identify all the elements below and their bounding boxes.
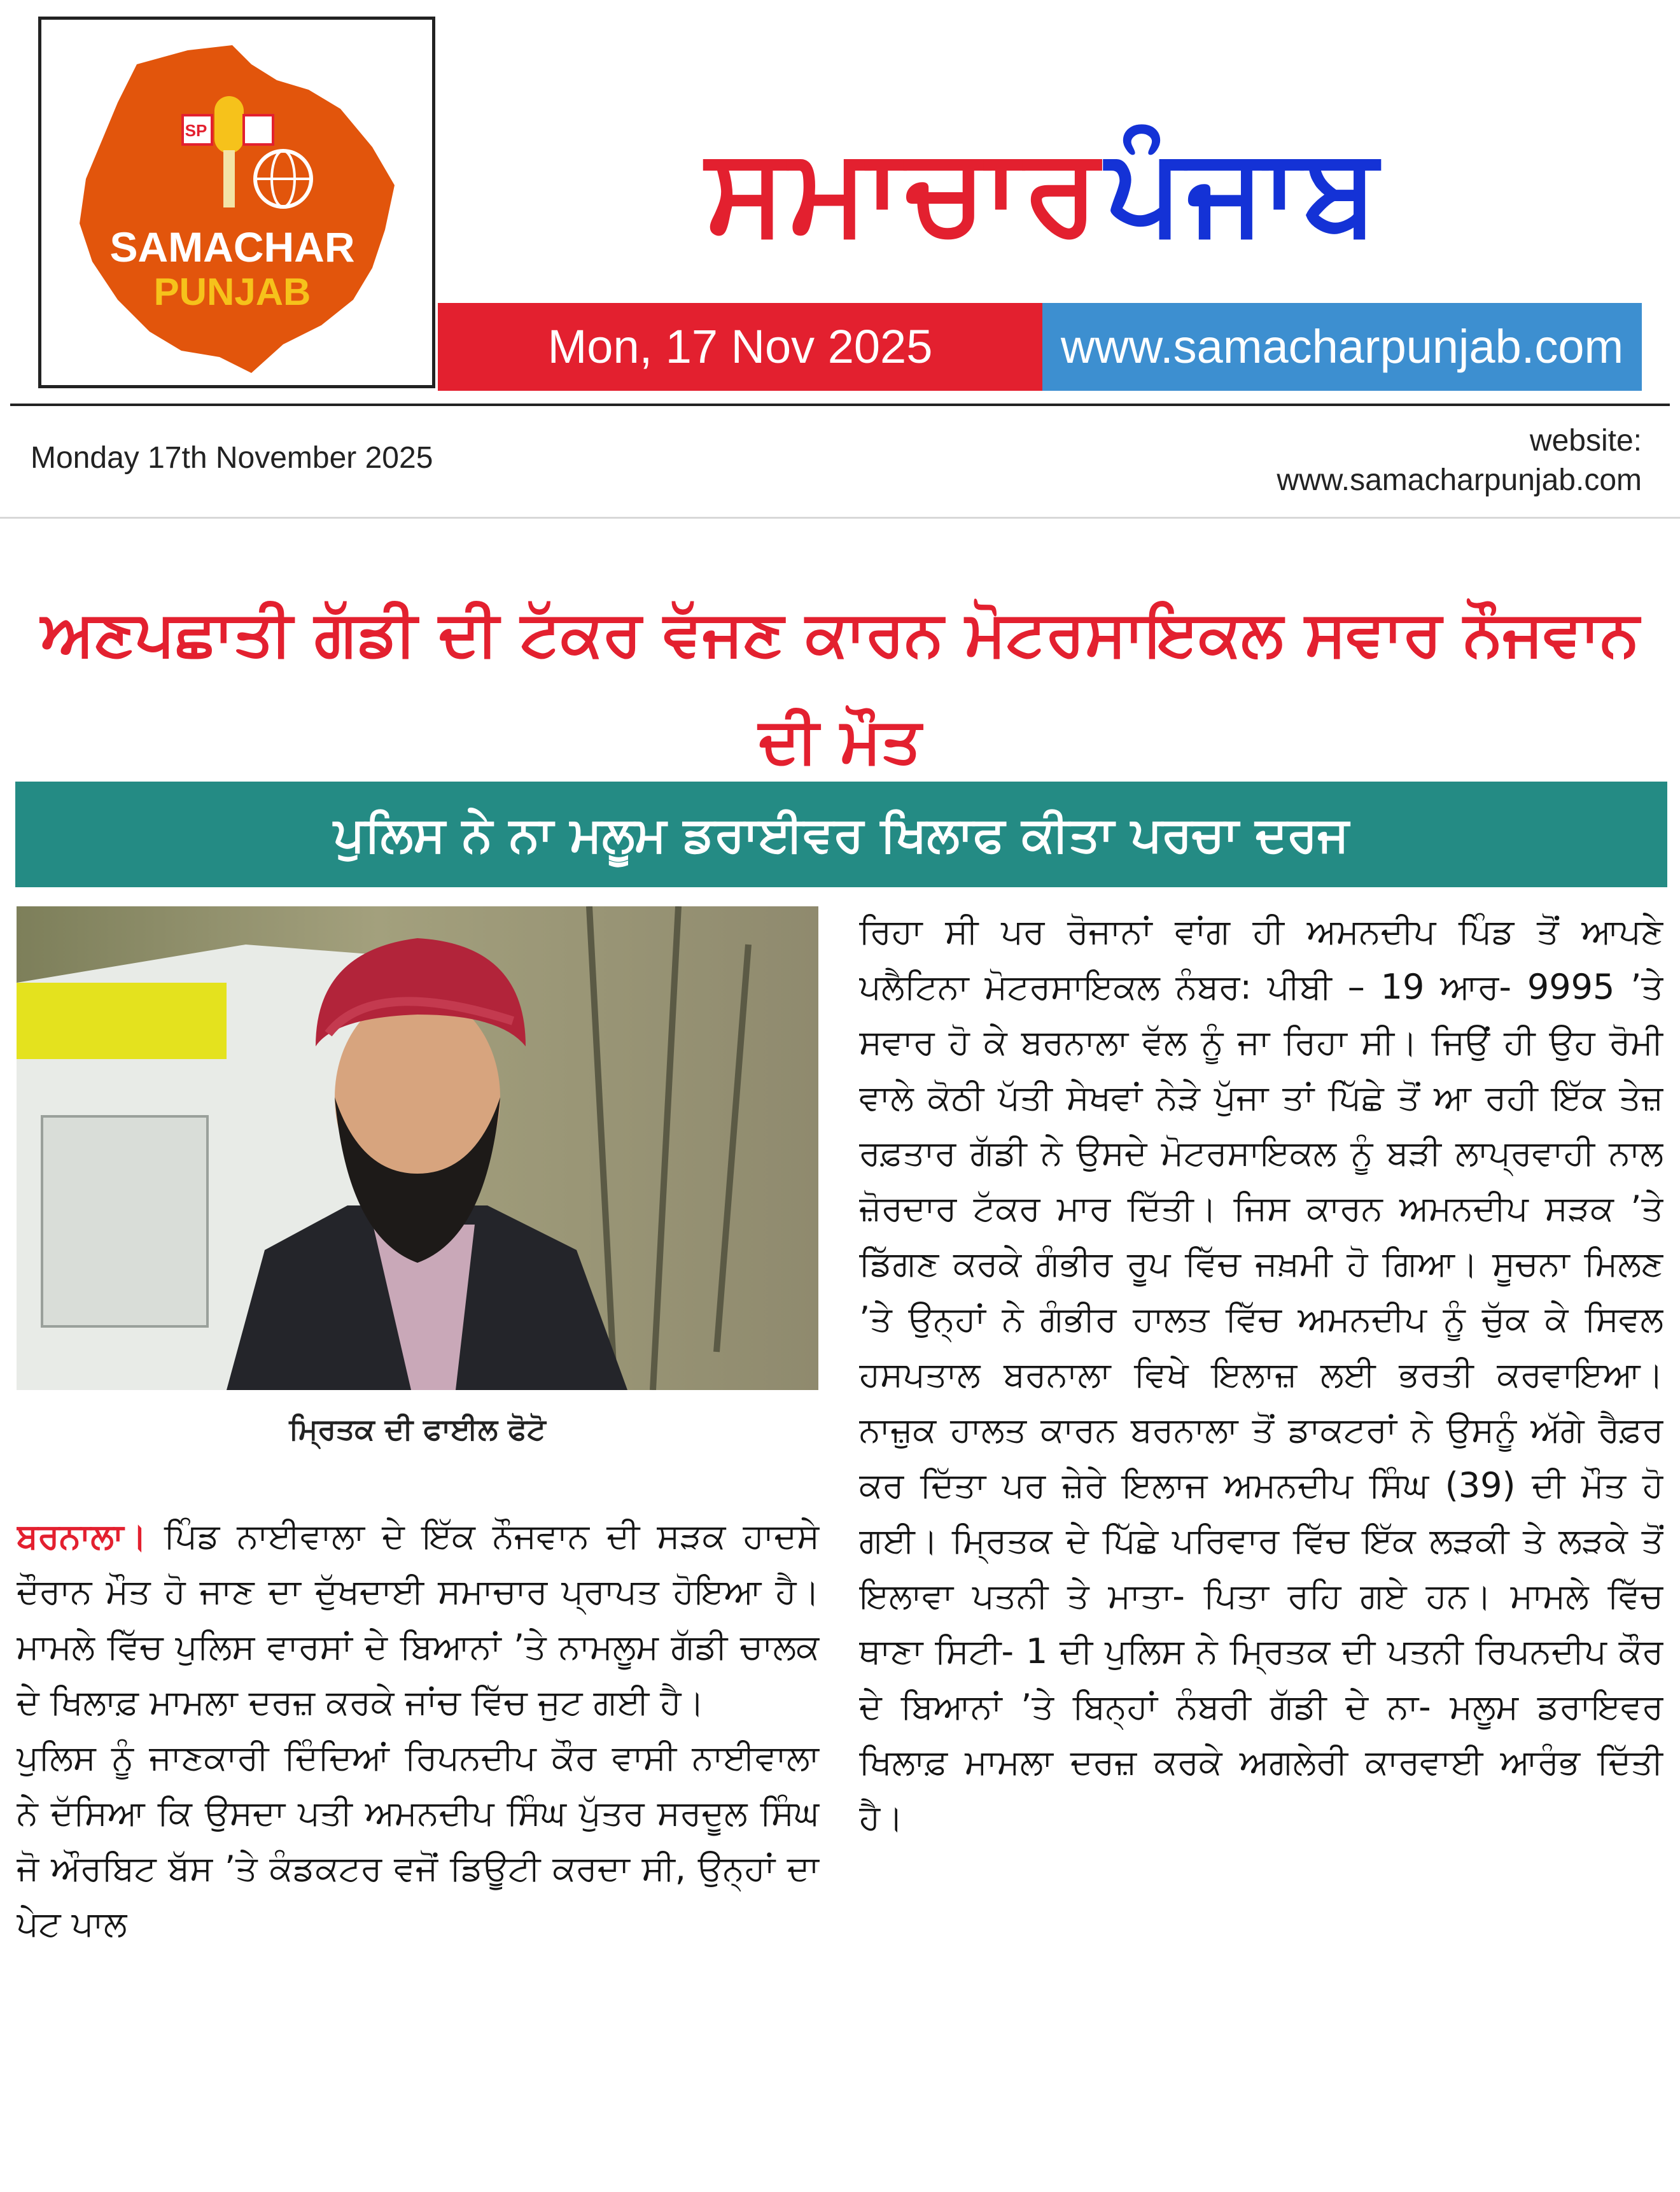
website-link[interactable]: www.samacharpunjab.com bbox=[1277, 463, 1642, 497]
logo-text-line1: SAMACHAR bbox=[109, 223, 355, 270]
subheadline: ਪੁਲਿਸ ਨੇ ਨਾ ਮਲੂਮ ਡਰਾਈਵਰ ਖਿਲਾਫ ਕੀਤਾ ਪਰਚਾ ਦਰਜ bbox=[333, 806, 1349, 862]
website-bar[interactable] bbox=[1042, 303, 1642, 391]
website-bar-link[interactable]: www.samacharpunjab.com bbox=[1060, 320, 1624, 373]
portrait-illustration bbox=[17, 906, 818, 1390]
title-word-1: ਸਮਾਚਾਰ bbox=[706, 121, 1103, 260]
article-column-right bbox=[859, 904, 1663, 2183]
website-info bbox=[1277, 421, 1642, 500]
paragraph: ਪੁਲਿਸ ਨੂੰ ਜਾਣਕਾਰੀ ਦਿੰਦਿਆਂ ਰਿਪਨਦੀਪ ਕੌਰ ਵਾਸੀ ਨਾਈਵਾਲਾ ਨੇ ਦੱਸਿਆ ਕਿ ਉਸਦਾ ਪਤੀ ਅਮਨਦੀਪ ਸਿੰਘ ਪੁੱਤਰ ਸਰਦੂਲ ਸਿੰਘ ਜੋ ਔਰਬਿਟ ਬੱਸ ’ਤੇ ਕੰਡਕਟਰ ਵਜੋਂ ਡਿਊਟੀ ਕਰਦਾ ਸੀ, ਉਨ੍ਹਾਂ ਦਾ ਪੇਟ ਪਾਲ bbox=[17, 1738, 820, 1944]
punjab-map-shape bbox=[80, 45, 395, 373]
website-label: website: bbox=[1529, 424, 1642, 458]
subheadline-bar bbox=[15, 782, 1667, 887]
paragraph bbox=[17, 1508, 820, 1730]
headline: ਅਣਪਛਾਤੀ ਗੱਡੀ ਦੀ ਟੱਕਰ ਵੱਜਣ ਕਾਰਨ ਮੋਟਰਸਾਇਕਲ ਸਵਾਰ ਨੌਜਵਾਨ ਦੀ ਮੌਤ bbox=[41, 598, 1639, 777]
divider bbox=[10, 404, 1670, 406]
dateline: ਬਰਨਾਲਾ। bbox=[17, 1516, 147, 1556]
masthead-title bbox=[445, 95, 1642, 286]
logo-text-line2: PUNJAB bbox=[153, 270, 311, 313]
photo-caption: ਮ੍ਰਿਤਕ ਦੀ ਫਾਈਲ ਫੋਟੋ bbox=[289, 1412, 546, 1446]
logo bbox=[38, 17, 435, 388]
logo-badge: SP bbox=[185, 121, 207, 140]
issue-date: Monday 17th November 2025 bbox=[31, 441, 433, 475]
samachar-punjab-logo bbox=[41, 20, 432, 385]
article-photo bbox=[17, 906, 818, 1390]
paragraph: ਰਿਹਾ ਸੀ ਪਰ ਰੋਜਾਨਾਂ ਵਾਂਗ ਹੀ ਅਮਨਦੀਪ ਪਿੰਡ ਤੋਂ ਆਪਣੇ ਪਲੈਟਿਨਾ ਮੋਟਰਸਾਇਕਲ ਨੰਬਰ: ਪੀਬੀ – 19 ਆਰ- 9995 ’ਤੇ ਸਵਾਰ ਹੋ ਕੇ ਬਰਨਾਲਾ ਵੱਲ ਨੂੰ ਜਾ ਰਿਹਾ ਸੀ। ਜਿਉਂ ਹੀ ਉਹ ਰੋਮੀ ਵਾਲੇ ਕੋਠੀ ਪੱਤੀ ਸੇਖਵਾਂ ਨੇੜੇ ਪੁੱਜਾ ਤਾਂ ਪਿੱਛੇ ਤੋਂ ਆ ਰਹੀ ਇੱਕ ਤੇਜ਼ ਰਫ਼ਤਾਰ ਗੱਡੀ ਨੇ ਉਸਦੇ ਮੋਟਰਸਾਇਕਲ ਨੂੰ ਬੜੀ ਲਾਪ੍ਰਵਾਹੀ ਨਾਲ ਜ਼ੋਰਦਾਰ ਟੱਕਰ ਮਾਰ ਦਿੱਤੀ। ਜਿਸ ਕਾਰਨ ਅਮਨਦੀਪ ਸੜਕ ’ਤੇ ਡਿੱਗਣ ਕਰਕੇ ਗੰਭੀਰ ਰੂਪ ਵਿੱਚ ਜਖ਼ਮੀ ਹੋ ਗਿਆ। ਸੂਚਨਾ ਮਿਲਣ ’ਤੇ ਉਨ੍ਹਾਂ ਨੇ ਗੰਭੀਰ ਹਾਲਤ ਵਿੱਚ ਅਮਨਦੀਪ ਨੂੰ ਚੁੱਕ ਕੇ ਸਿਵਲ ਹਸਪਤਾਲ ਬਰਨਾਲਾ ਵਿਖੇ ਇਲਾਜ਼ ਲਈ ਭਰਤੀ ਕਰਵਾਇਆ। ਨਾਜ਼ੁਕ ਹਾਲਤ ਕਾਰਨ ਬਰਨਾਲਾ ਤੋਂ ਡਾਕਟਰਾਂ ਨੇ ਉਸਨੂੰ ਅੱਗੇ ਰੈਫ਼ਰ ਕਰ ਦਿੱਤਾ ਪਰ ਜ਼ੇਰੇ ਇਲਾਜ ਅਮਨਦੀਪ ਸਿੰਘ (39) ਦੀ ਮੌਤ ਹੋ ਗਈ। ਮ੍ਰਿਤਕ ਦੇ ਪਿੱਛੇ ਪਰਿਵਾਰ ਵਿੱਚ ਇੱਕ ਲੜਕੀ ਤੇ ਲੜਕੇ ਤੋਂ ਇਲਾਵਾ ਪਤਨੀ ਤੇ ਮਾਤਾ- ਪਿਤਾ ਰਹਿ ਗਏ ਹਨ। ਮਾਮਲੇ ਵਿੱਚ ਥਾਣਾ ਸਿਟੀ- 1 ਦੀ ਪੁਲਿਸ ਨੇ ਮ੍ਰਿਤਕ ਦੀ ਪਤਨੀ ਰਿਪਨਦੀਪ ਕੌਰ ਦੇ ਬਿਆਨਾਂ ’ਤੇ ਬਿਨ੍ਹਾਂ ਨੰਬਰੀ ਗੱਡੀ ਦੇ ਨਾ- ਮਲੂਮ ਡਰਾਇਵਰ ਖਿਲਾਫ਼ ਮਾਮਲਾ ਦਰਜ਼ ਕਰਕੇ ਅਗਲੇਰੀ ਕਾਰਵਾਈ ਆਰੰਭ ਦਿੱਤੀ ਹੈ। bbox=[859, 911, 1663, 1837]
title-word-2: ਪੰਜਾਬ bbox=[1105, 121, 1382, 260]
divider bbox=[0, 517, 1680, 519]
date-bar bbox=[438, 303, 1042, 391]
paragraph-text: ਪਿੰਡ ਨਾਈਵਾਲਾ ਦੇ ਇੱਕ ਨੌਜਵਾਨ ਦੀ ਸੜਕ ਹਾਦਸੇ ਦੌਰਾਨ ਮੌਤ ਹੋ ਜਾਣ ਦਾ ਦੁੱਖਦਾਈ ਸਮਾਚਾਰ ਪ੍ਰਾਪਤ ਹੋਇਆ ਹੈ। ਮਾਮਲੇ ਵਿੱਚ ਪੁਲਿਸ ਵਾਰਸਾਂ ਦੇ ਬਿਆਨਾਂ ’ਤੇ ਨਾਮਲੂਮ ਗੱਡੀ ਚਾਲਕ ਦੇ ਖਿਲਾਫ਼ ਮਾਮਲਾ ਦਰਜ਼ ਕਰਕੇ ਜਾਂਚ ਵਿੱਚ ਜੁਟ ਗਈ ਹੈ। bbox=[17, 1516, 820, 1722]
article-column-left bbox=[17, 1508, 820, 2183]
date-bar-text: Mon, 17 Nov 2025 bbox=[547, 320, 933, 373]
